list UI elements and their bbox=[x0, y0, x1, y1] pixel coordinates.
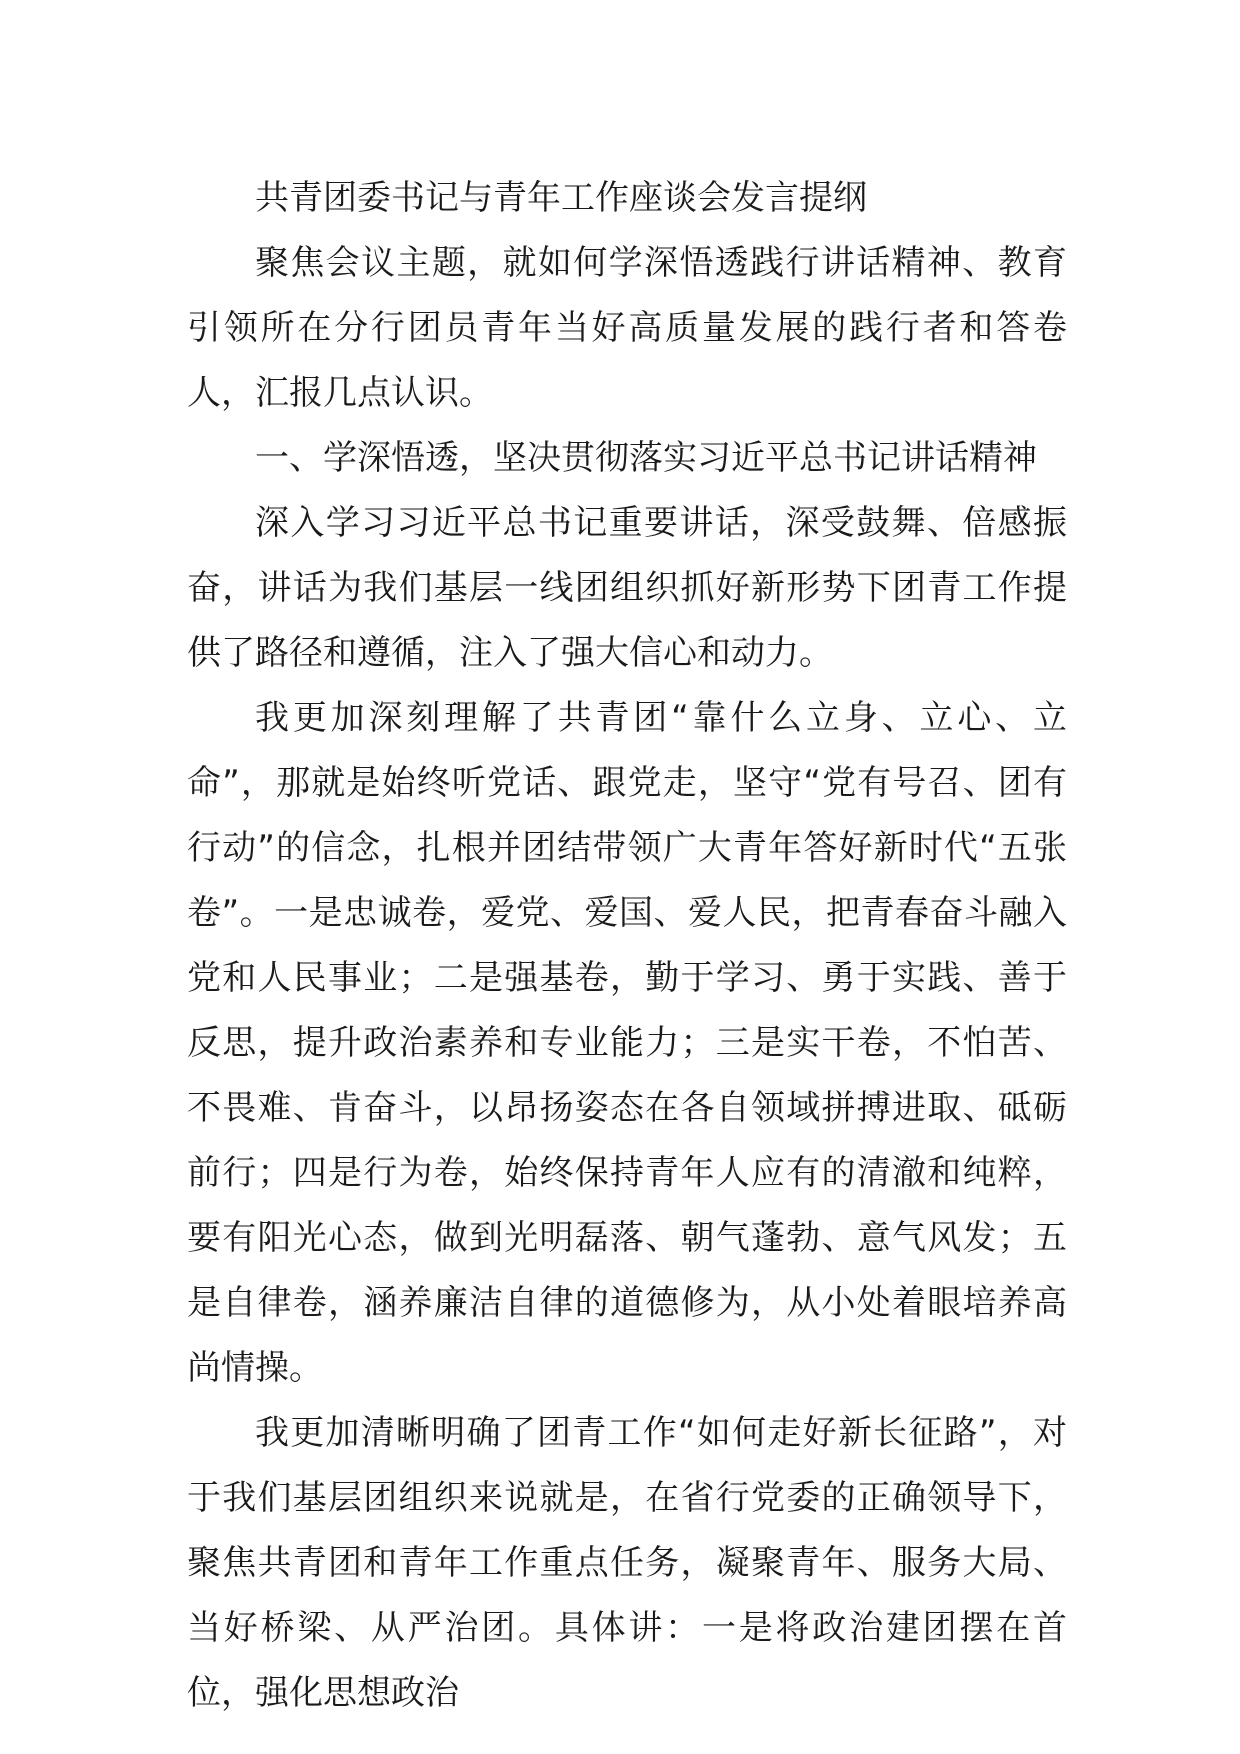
document-title: 共青团委书记与青年工作座谈会发言提纲 bbox=[255, 178, 867, 218]
paragraph-study: 深入学习习近平总书记重要讲话，深受鼓舞、倍感振奋，讲话为我们基层一线团组织抓好新形势下团青工作提供了路径和遵循，注入了强大信心和动力。 bbox=[187, 503, 1067, 673]
paragraph-five-papers: 我更加深刻理解了共青团“靠什么立身、立心、立命”，那就是始终听党话、跟党走，坚守“党有号召、团有行动”的信念，扎根并团结带领广大青年答好新时代“五张卷”。一是忠诚卷，爱党、爱国、爱人民，把青春奋斗融入党和人民事业；二是强基卷，勤于学习、勇于实践、善于反思，提升政治素养和专业能力；三是实干卷，不怕苦、不畏难、肯奋斗，以昂扬姿态在各自领域拼搏进取、砥砺前行；四是行为卷，始终保持青年人应有的清澈和纯粹，要有阳光心态，做到光明磊落、朝气蓬勃、意气风发；五是自律卷，涵养廉洁自律的道德修为，从小处着眼培养高尚情操。 bbox=[187, 698, 1067, 1388]
paragraph-intro: 聚焦会议主题，就如何学深悟透践行讲话精神、教育引领所在分行团员青年当好高质量发展的践行者和答卷人，汇报几点认识。 bbox=[187, 243, 1067, 413]
paragraph-new-long-march: 我更加清晰明确了团青工作“如何走好新长征路”，对于我们基层团组织来说就是，在省行党委的正确领导下，聚焦共青团和青年工作重点任务，凝聚青年、服务大局、当好桥梁、从严治团。具体讲：一是将政治建团摆在首位，强化思想政治 bbox=[187, 1413, 1067, 1713]
section-heading-1: 一、学深悟透，坚决贯彻落实习近平总书记讲话精神 bbox=[255, 438, 1037, 478]
document-body bbox=[187, 166, 1067, 1726]
